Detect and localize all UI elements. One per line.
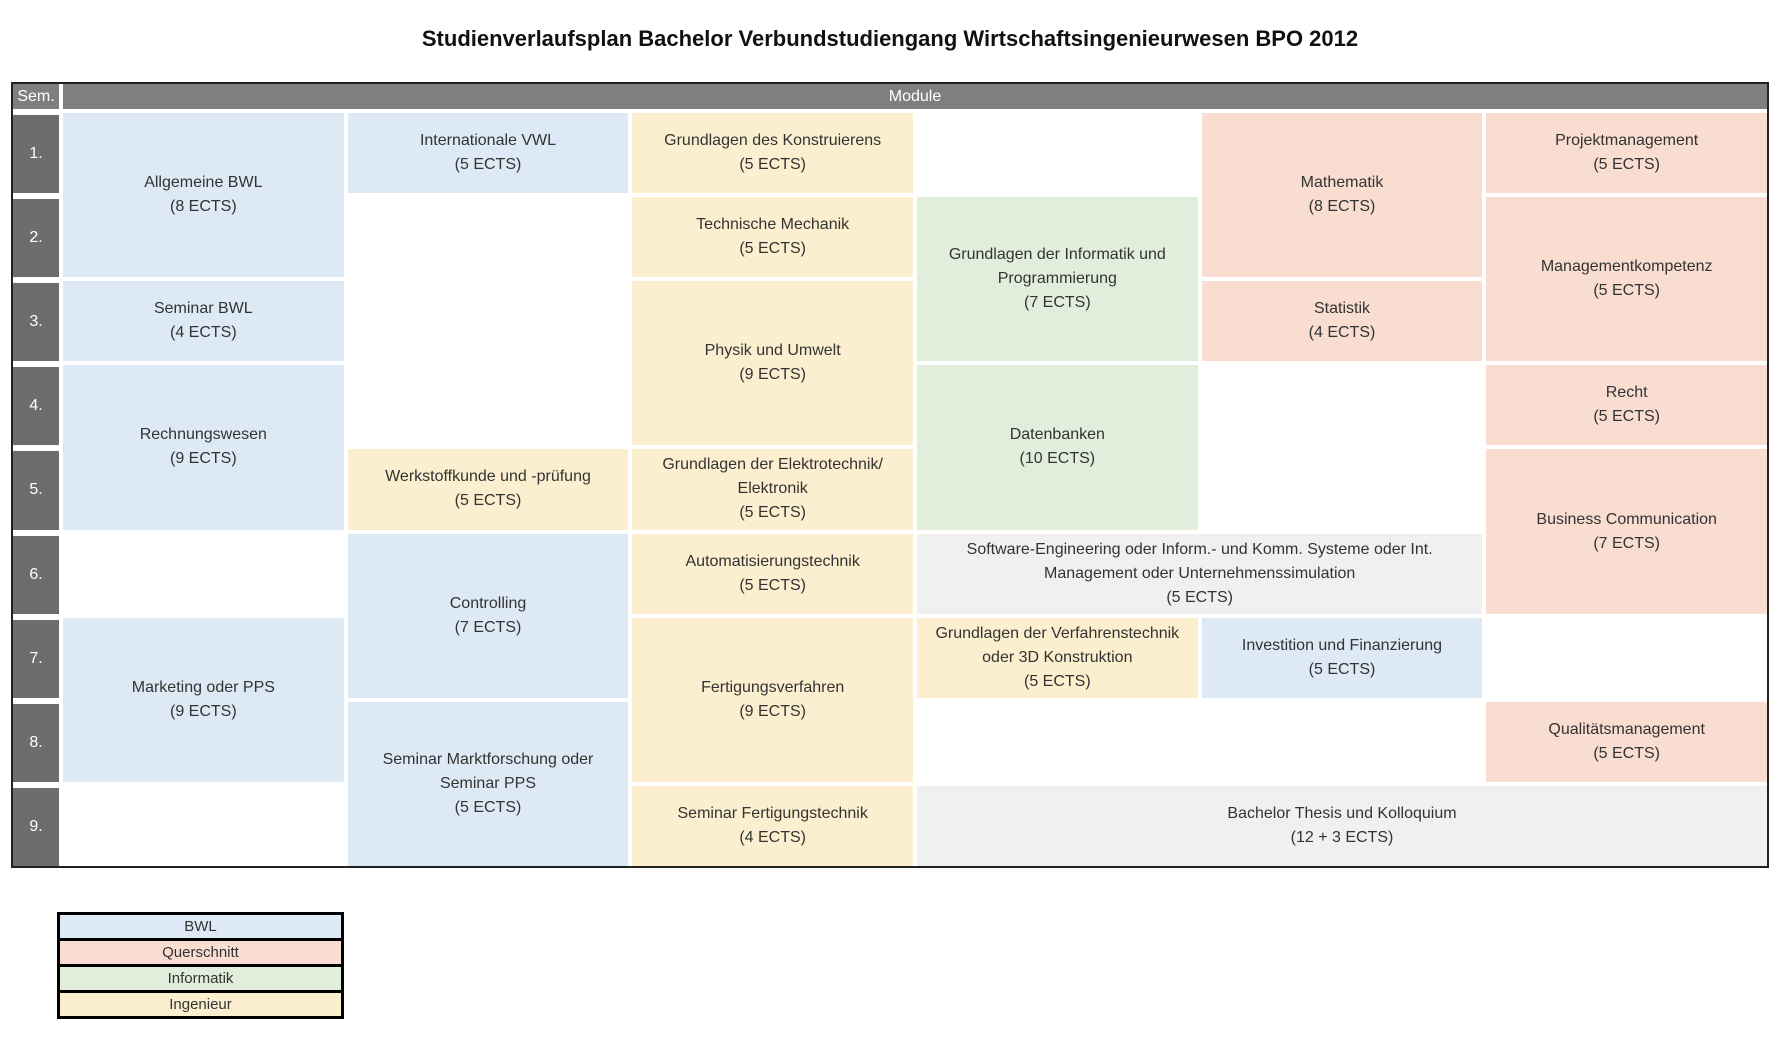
module-elektrotechnik (632, 449, 913, 529)
module-verfahrenstechnik (917, 618, 1198, 698)
semester-column-header: Sem. (13, 84, 59, 109)
module-werkstoffkunde (348, 449, 629, 529)
module-ects: (5 ECTS) (454, 798, 522, 816)
module-mathematik (1202, 113, 1483, 277)
module-ects: (5 ECTS) (1166, 588, 1233, 606)
module-grundlagen-informatik (917, 197, 1198, 361)
module-name: Grundlagen der Informatik und Programmierung (948, 246, 1166, 288)
module-ects: (10 ECTS) (1019, 450, 1096, 468)
module-ects: (5 ECTS) (1023, 672, 1091, 690)
module-ects: (4 ECTS) (1308, 324, 1376, 342)
legend-item-informatik: Informatik (60, 964, 341, 990)
semester-label: 7. (13, 618, 59, 698)
module-ects: (5 ECTS) (1308, 660, 1376, 678)
module-physik-umwelt (632, 281, 913, 445)
module-marketing-oder-pps (63, 618, 344, 782)
module-name: Internationale VWL (419, 132, 557, 150)
module-name: Seminar BWL (153, 300, 253, 318)
page-title: Studienverlaufsplan Bachelor Verbundstudiengang Wirtschaftsingenieurwesen BPO 2012 (421, 26, 1359, 51)
semester-label: 4. (13, 365, 59, 445)
semester-label: 5. (13, 449, 59, 529)
module-ects: (7 ECTS) (454, 618, 522, 636)
module-name: Werkstoffkunde und -prüfung (385, 468, 591, 486)
module-statistik (1202, 281, 1483, 361)
module-name: Datenbanken (1009, 426, 1105, 444)
module-name: Physik und Umwelt (704, 342, 841, 360)
module-name: Statistik (1313, 300, 1370, 318)
module-name: Fertigungsverfahren (701, 678, 845, 696)
module-name: Technische Mechanik (696, 216, 850, 234)
module-seminar-marktforschung (348, 702, 629, 866)
module-ects: (5 ECTS) (739, 240, 806, 258)
module-name: Automatisierungstechnik (685, 552, 860, 570)
module-rechnungswesen (63, 365, 344, 529)
module-name: Seminar Fertigungstechnik (677, 804, 868, 822)
category-legend (57, 912, 344, 1019)
module-automatisierungstechnik (632, 534, 913, 614)
module-technische-mechanik (632, 197, 913, 277)
module-ects: (5 ECTS) (1593, 744, 1660, 762)
module-seminar-fertigungstechnik (632, 786, 913, 866)
module-name: Grundlagen des Konstruierens (664, 132, 882, 150)
module-ects: (5 ECTS) (739, 156, 806, 174)
legend-item-bwl: BWL (60, 915, 341, 938)
legend-item-ingenieur: Ingenieur (60, 990, 341, 1016)
modules-column-header: Module (63, 84, 1767, 109)
semester-label: 1. (13, 113, 59, 193)
legend-item-querschnitt: Querschnitt (60, 938, 341, 964)
module-ects: (9 ECTS) (739, 366, 806, 384)
module-ects: (7 ECTS) (1593, 534, 1660, 552)
module-business-communication (1486, 449, 1767, 613)
module-wahlpflicht-software-engineering (917, 534, 1482, 614)
module-ects: (5 ECTS) (739, 504, 806, 522)
module-name: Managementkompetenz (1540, 258, 1713, 276)
module-ects: (9 ECTS) (169, 450, 237, 468)
module-datenbanken (917, 365, 1198, 529)
module-name: Mathematik (1300, 174, 1384, 192)
module-name: Software-Engineering oder Inform.- und Komm. Systeme oder Int. Management oder Unternehmenssimulation (966, 540, 1433, 582)
module-controlling (348, 534, 629, 698)
study-plan-table (11, 82, 1769, 868)
semester-label: 3. (13, 281, 59, 361)
module-investition-finanzierung (1202, 618, 1483, 698)
module-name: Investition und Finanzierung (1241, 636, 1443, 654)
module-ects: (5 ECTS) (739, 576, 806, 594)
module-allgemeine-bwl (63, 113, 344, 277)
module-ects: (9 ECTS) (739, 702, 806, 720)
module-name: Allgemeine BWL (144, 174, 263, 192)
module-name: Business Communication (1536, 510, 1717, 528)
module-fertigungsverfahren (632, 618, 913, 782)
module-projektmanagement (1486, 113, 1767, 193)
semester-label: 9. (13, 786, 59, 866)
semester-label: 8. (13, 702, 59, 782)
module-name: Grundlagen der Verfahrenstechnik oder 3D Konstruktion (935, 624, 1180, 666)
module-name: Marketing oder PPS (131, 678, 275, 696)
module-ects: (8 ECTS) (1308, 198, 1376, 216)
module-ects: (8 ECTS) (169, 198, 237, 216)
module-ects: (5 ECTS) (1593, 156, 1660, 174)
module-ects: (5 ECTS) (454, 156, 522, 174)
module-qualitaetsmanagement (1486, 702, 1767, 782)
module-name: Controlling (449, 594, 527, 612)
module-bachelor-thesis (917, 786, 1767, 866)
module-name: Qualitätsmanagement (1548, 720, 1705, 738)
module-ects: (9 ECTS) (169, 702, 237, 720)
module-name: Projektmanagement (1555, 132, 1699, 150)
module-internationale-vwl (348, 113, 629, 193)
semester-label: 6. (13, 534, 59, 614)
module-name: Seminar Marktforschung oder Seminar PPS (382, 750, 594, 792)
module-ects: (5 ECTS) (1593, 408, 1660, 426)
module-ects: (12 + 3 ECTS) (1290, 828, 1394, 846)
module-ects: (4 ECTS) (739, 828, 806, 846)
semester-label: 2. (13, 197, 59, 277)
module-name: Bachelor Thesis und Kolloquium (1227, 804, 1457, 822)
module-name: Recht (1605, 384, 1648, 402)
module-seminar-bwl (63, 281, 344, 361)
module-ects: (4 ECTS) (169, 324, 237, 342)
module-managementkompetenz (1486, 197, 1767, 361)
module-recht (1486, 365, 1767, 445)
module-ects: (7 ECTS) (1023, 294, 1091, 312)
module-ects: (5 ECTS) (1593, 282, 1660, 300)
module-name: Rechnungswesen (139, 426, 267, 444)
module-ects: (5 ECTS) (454, 492, 522, 510)
module-grundlagen-konstruierens (632, 113, 913, 193)
module-name: Grundlagen der Elektrotechnik/ Elektronik (662, 456, 883, 498)
